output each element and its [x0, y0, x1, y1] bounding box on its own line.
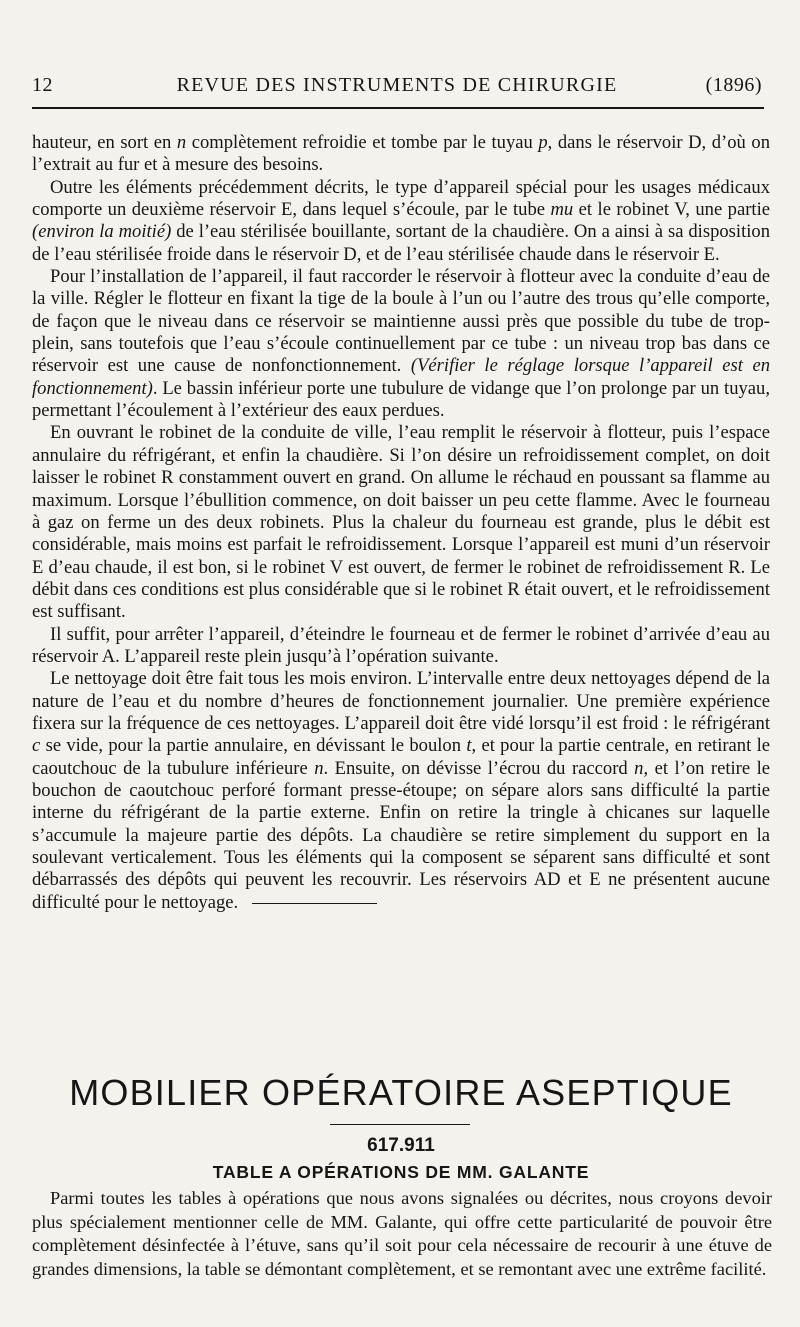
- text-run: , et pour la partie centrale, en retirant le caoutchouc de la tubulure inférieure: [32, 735, 771, 779]
- paragraph: [32, 422, 770, 623]
- italic-run: n: [634, 757, 644, 779]
- running-header: [32, 70, 762, 100]
- text-run: et le robinet V, une partie: [573, 199, 770, 221]
- section-heading: MOBILIER OPÉRATOIRE ASEPTIQUE: [69, 1072, 733, 1113]
- text-run: . Ensuite, on dévisse l’écrou du raccord: [323, 757, 635, 779]
- italic-run: c: [32, 735, 41, 757]
- text-run: En ouvrant le robinet de la conduite de ville, l’eau remplit le réservoir à flotteur, puis l’espace annulaire du réfrigérant, et enfin la chaudière. Si l’on désire un refroidissement complet, on doit laisser le robinet R constamment ouvert en grand. On allume le réchaud en poussant sa flamme au maximum. Lorsque l’ébullition commence, on doit baisser un peu cette flamme. Avec le fourneau à gaz on ferme un des deux robinets. Plus la chaleur du fourneau est grande, plus le débit est considérable, mais moins est parfait le refroidissement. Lorsque l’appareil est muni d’un réservoir E d’eau chaude, il est bon, si le robinet V est ouvert, de fermer le robinet de refroidissement R. Le débit dans ces conditions est plus considérable que si le robinet R était ouvert, et le refroidissement est suffisant.: [32, 422, 770, 623]
- text-run: Il suffit, pour arrêter l’appareil, d’éteindre le fourneau et de fermer le robinet d’arrivée d’eau au réservoir A. L’appareil reste plein jusqu’à l’opération suivante.: [32, 623, 770, 667]
- paragraph: [32, 266, 770, 422]
- italic-run: (Vérifier le réglage lorsque l’appareil est en fonctionnement): [32, 355, 770, 399]
- header-rule: [32, 107, 764, 109]
- italic-run: n: [314, 757, 324, 779]
- text-run: , et l’on retire le bouchon de caoutchouc perforé formant presse-étoupe; on sépare alors sans difficulté la partie interne du réfrigérant de la partie externe. Enfin on retire la tringle à chicanes sur laquelle s’accumule la majeure partie des dépôts. La chaudière se retire simplement du support en la soulevant verticalement. Tous les éléments qui la composent se séparent sans difficulté et sont débarrassés des dépôts qui peuvent les recouvrir. Les réservoirs AD et E ne présentent aucune difficulté pour le nettoyage.: [32, 757, 770, 913]
- body-text: [32, 132, 770, 914]
- text-run: se vide, pour la partie annulaire, en dévissant le boulon: [40, 735, 467, 757]
- article-title: TABLE A OPÉRATIONS DE MM. GALANTE: [212, 1162, 590, 1182]
- text-run: . Le bassin inférieur porte une tubulure de vidange que l’on prolonge par un tuyau, permettant l’écoulement à l’extérieur des eaux perdues.: [32, 377, 770, 422]
- classification-number: 617.911: [367, 1135, 435, 1156]
- journal-title: REVUE DES INSTRUMENTS DE CHIRURGIE: [176, 74, 618, 96]
- paragraph: [32, 132, 770, 177]
- paragraph: [32, 177, 770, 266]
- paragraph: [32, 624, 770, 669]
- text-run: Pour l’installation de l’appareil, il faut raccorder le réservoir à flotteur avec la conduite d’eau de la ville. Régler le flotteur en fixant la tige de la boule à l’un ou l’autre des trous qu’elle comporte, de façon que le niveau dans ce réservoir se maintienne aussi près que possible du tube de trop-plein, sans toutefois que l’eau s’écoule continuellement par ce tube : un niveau trop bas dans ce réservoir est une cause de nonfonctionnement.: [32, 266, 770, 377]
- end-rule: [252, 903, 377, 904]
- italic-run: (environ la moitié): [32, 221, 172, 243]
- page-number: 12: [32, 74, 53, 96]
- text-run: Le nettoyage doit être fait tous les mois environ. L’intervalle entre deux nettoyages dépend de la nature de l’eau et du nombre d’heures de fonctionnement journalier. Une première expérience fixera sur la fréquence de ces nettoyages. L’appareil doit être vidé lorsqu’il est froid : le réfrigérant: [32, 668, 770, 734]
- text-run: , dans le réservoir D, d’où on l’extrait au fur et à mesure des besoins.: [32, 132, 770, 176]
- publication-year: (1896): [705, 74, 762, 96]
- text-run: hauteur, en sort en: [32, 132, 177, 153]
- article-paragraph: Parmi toutes les tables à opérations que nous avons signalées ou décrites, nous croyons devoir plus spécialement mentionner celle de MM. Galante, qui offre cette particularité de pouvoir être complètement désinfectée à l’étuve, sans qu’il soit pour cela nécessaire de recourir à une étuve de grandes dimensions, la table se démontant complètement, et se remontant avec une extrême facilité.: [32, 1188, 772, 1280]
- italic-run: n: [176, 132, 187, 153]
- italic-run: p: [538, 132, 548, 153]
- text-run: complètement refroidie et tombe par le tuyau: [186, 132, 539, 153]
- italic-run: mu: [550, 199, 574, 221]
- italic-run: t: [466, 735, 472, 757]
- text-run: de l’eau stérilisée bouillante, sortant de la chaudière. On a ainsi à sa disposition de l’eau stérilisée froide dans le réservoir D, et de l’eau stérilisée chaude dans le réservoir E.: [32, 221, 770, 265]
- section-rule: [330, 1124, 470, 1125]
- text-run: Outre les éléments précédemment décrits, le type d’appareil spécial pour les usages médicaux comporte un deuxième réservoir E, dans lequel s’écoule, par le tube: [32, 176, 770, 221]
- paragraph: [32, 668, 770, 914]
